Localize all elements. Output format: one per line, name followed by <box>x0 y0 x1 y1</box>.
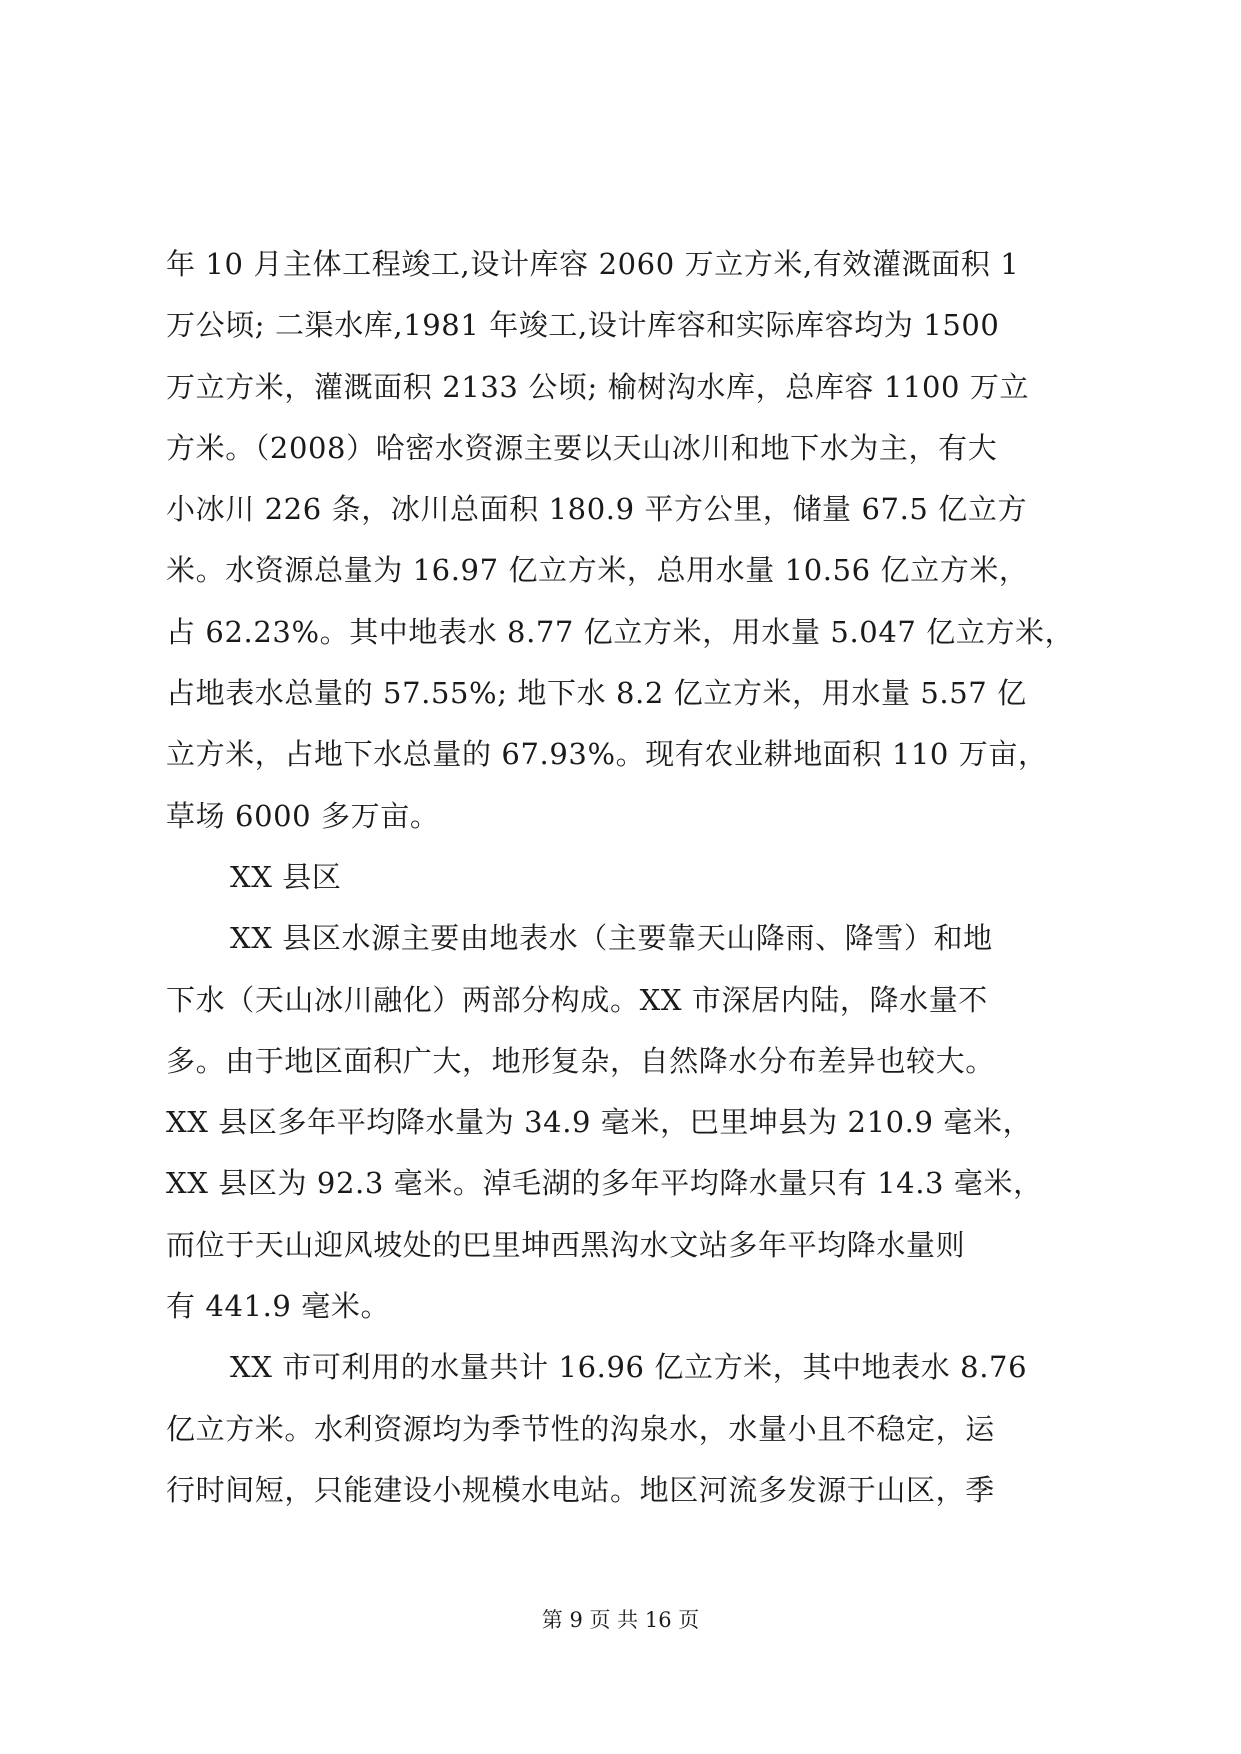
text-line: 亿立方米。水利资源均为季节性的沟泉水，水量小且不稳定，运 <box>166 1411 995 1446</box>
body-text <box>166 234 1086 1521</box>
text-line: 多。由于地区面积广大，地形复杂，自然降水分布差异也较大。 <box>166 1043 995 1078</box>
section-heading: XX 县区 <box>230 859 342 894</box>
text-line: 行时间短，只能建设小规模水电站。地区河流多发源于山区，季 <box>166 1472 995 1507</box>
text-line: 年 10 月主体工程竣工,设计库容 2060 万立方米,有效灌溉面积 1 <box>166 247 1020 281</box>
text-line: 万公顷; 二渠水库,1981 年竣工,设计库容和实际库容均为 1500 <box>166 308 1000 343</box>
text-line: 小冰川 226 条，冰川总面积 180.9 平方公里，储量 67.5 亿立方 <box>166 492 1028 527</box>
text-line: 占地表水总量的 57.55%; 地下水 8.2 亿立方米，用水量 5.57 亿 <box>166 676 1027 711</box>
text-line: XX 市可利用的水量共计 16.96 亿立方米，其中地表水 8.76 <box>230 1350 1028 1385</box>
text-line: XX 县区多年平均降水量为 34.9 毫米，巴里坤县为 210.9 毫米， <box>166 1105 1033 1140</box>
text-line: 万立方米，灌溉面积 2133 公顷; 榆树沟水库，总库容 1100 万立 <box>166 369 1030 404</box>
text-line: 下水（天山冰川融化）两部分构成。XX 市深居内陆，降水量不 <box>166 982 988 1017</box>
text-line: 而位于天山迎风坡处的巴里坤西黑沟水文站多年平均降水量则 <box>166 1227 966 1262</box>
page-footer: 第 9 页 共 16 页 <box>541 1608 700 1632</box>
text-line: 占 62.23%。其中地表水 8.77 亿立方米，用水量 5.047 亿立方米， <box>166 614 1075 649</box>
text-line: 草场 6000 多万亩。 <box>166 798 440 833</box>
text-line: 米。水资源总量为 16.97 亿立方米，总用水量 10.56 亿立方米， <box>166 553 1029 588</box>
text-line: 有 441.9 毫米。 <box>166 1289 391 1324</box>
text-line: XX 县区水源主要由地表水（主要靠天山降雨、降雪）和地 <box>230 921 993 956</box>
text-line: 方米。（2008）哈密水资源主要以天山冰川和地下水为主，有大 <box>166 430 998 465</box>
text-line: XX 县区为 92.3 毫米。淖毛湖的多年平均降水量只有 14.3 毫米， <box>166 1166 1043 1201</box>
text-line: 立方米，占地下水总量的 67.93%。现有农业耕地面积 110 万亩， <box>166 737 1048 772</box>
